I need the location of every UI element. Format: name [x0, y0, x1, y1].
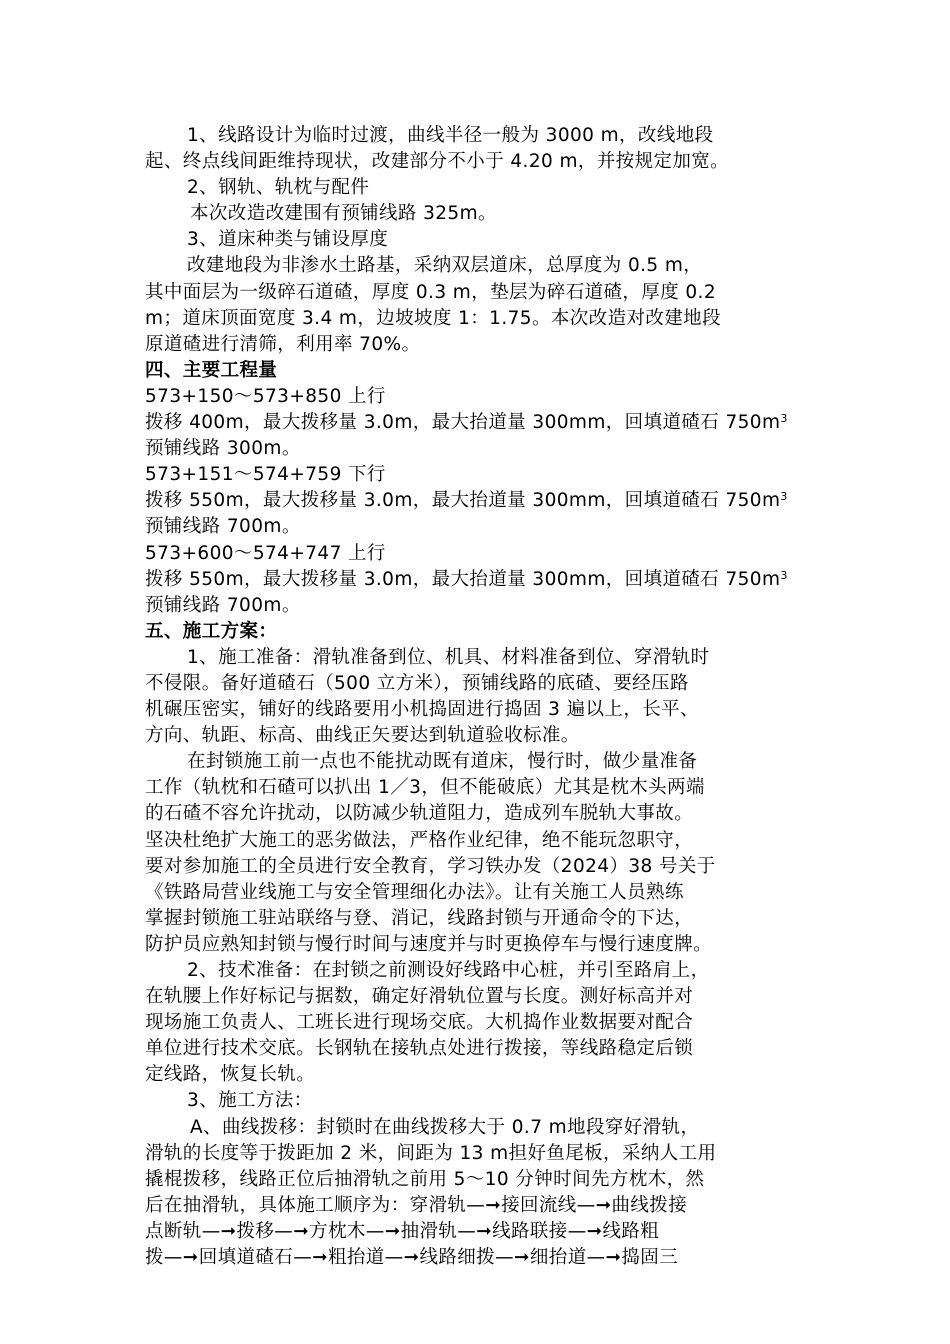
paragraph-line: 其中面层为一级碎石道碴，厚度 0.3 m，垫层为碎石道碴，厚度 0.2 [145, 281, 717, 303]
paragraph-line: 掌握封锁施工驻站联络与登、消记，线路封锁与开通命令的下达， [145, 907, 694, 929]
quantity-line [145, 488, 825, 514]
paragraph-line: 撬棍拨移，线路正位后抽滑轨之前用 5～10 分钟时间先方枕木，然 [145, 1168, 705, 1190]
paragraph-line: 预铺线路 700m。 [145, 594, 301, 616]
paragraph-line: 拨—➞回填道碴石—➞粗抬道—➞线路细拨—➞细抬道—➞捣固三 [145, 1247, 679, 1269]
mileage-range: 573+150～573+850 上行 [145, 385, 386, 407]
paragraph-line: 1、施工准备：滑轨准备到位、机具、材料准备到位、穿滑轨时 [187, 646, 710, 668]
subheading: 3、施工方法： [187, 1090, 313, 1112]
paragraph-line: 定线路，恢复长轨。 [145, 1064, 316, 1086]
paragraph-line: 的石碴不容允许扰动，以防减少轨道阻力，造成列车脱轨大事故。 [145, 803, 694, 825]
paragraph-line: 机碾压密实，铺好的线路要用小机捣固进行捣固 3 遍以上，长平、 [145, 699, 699, 721]
paragraph-line: 预铺线路 300m。 [145, 438, 301, 460]
paragraph-line: 原道碴进行清筛，利用率 70%。 [145, 333, 421, 355]
paragraph-line: 预铺线路 700m。 [145, 516, 301, 538]
subheading: 3、道床种类与铺设厚度 [187, 229, 389, 251]
paragraph-line: 现场施工负责人、工班长进行现场交底。大机捣作业数据要对配合 [145, 1012, 694, 1034]
quantity-line [145, 567, 825, 593]
unit-superscript: 3 [780, 568, 788, 582]
paragraph-line: 在轨腰上作好标记与据数，确定好滑轨位置与长度。测好标高并对 [145, 986, 694, 1008]
subheading: 2、钢轨、轨枕与配件 [187, 177, 370, 199]
mileage-range: 573+600～574+747 上行 [145, 542, 386, 564]
paragraph-line: 1、线路设计为临时过渡，曲线半径一般为 3000 m，改线地段 [187, 125, 714, 146]
paragraph-line: 点断轨—➞拨移—➞方枕木—➞抽滑轨—➞线路联接—➞线路粗 [145, 1220, 660, 1242]
quantity-text: 拨移 400m，最大拨移量 3.0m，最大抬道量 300mm，回填道碴石 750m [145, 412, 781, 434]
paragraph-line: 不侵限。备好道碴石（500 立方米），预铺线路的底碴、要经压路 [145, 672, 689, 694]
paragraph-line: 防护员应熟知封锁与慢行时间与速度并与时更换停车与慢行速度牌。 [145, 933, 713, 955]
quantity-line [145, 410, 825, 436]
paragraph-line: 滑轨的长度等于拨距加 2 米，间距为 13 m担好鱼尾板，采纳人工用 [145, 1142, 717, 1164]
paragraph-line: 《铁路局营业线施工与安全管理细化办法》。让有关施工人员熟练 [145, 881, 684, 903]
unit-superscript: 3 [780, 412, 788, 426]
section-heading: 五、施工方案： [145, 620, 278, 642]
paragraph-line: 单位进行技术交底。长钢轨在接轨点处进行拨接，等线路稳定后锁 [145, 1038, 694, 1060]
document-body [145, 123, 825, 1271]
paragraph-line: m；道床顶面宽度 3.4 m，边坡坡度 1：1.75。本次改造对改建地段 [145, 307, 721, 329]
paragraph-line: 方向、轨距、标高、曲线正矢要达到轨道验收标准。 [145, 725, 580, 747]
paragraph-line: 坚决杜绝扩大施工的恶劣做法，严格作业纪律，绝不能玩忽职守， [145, 829, 694, 851]
paragraph-line: 工作（轨枕和石碴可以扒出 1／3，但不能破底）尤其是枕木头两端 [145, 777, 705, 799]
quantity-text: 拨移 550m，最大拨移量 3.0m，最大抬道量 300mm，回填道碴石 750m [145, 490, 781, 512]
quantity-text: 拨移 550m，最大拨移量 3.0m，最大抬道量 300mm，回填道碴石 750m [145, 568, 781, 590]
paragraph-line: 后在抽滑轨，具体施工顺序为：穿滑轨—➞接回流线—➞曲线拨接 [145, 1194, 688, 1216]
paragraph-line: 2、技术准备：在封锁之前测设好线路中心桩，并引至路肩上， [187, 960, 710, 981]
paragraph-line: 起、终点线间距维持现状，改建部分不小于 4.20 m，并按规定加宽。 [145, 151, 730, 173]
mileage-range: 573+151～574+759 下行 [145, 464, 386, 486]
paragraph-line: 改建地段为非渗水土路基，采纳双层道床，总厚度为 0.5 m， [187, 255, 703, 277]
paragraph-line: A、曲线拨移：封锁时在曲线拨移大于 0.7 m地段穿好滑轨， [190, 1116, 700, 1138]
paragraph-line: 本次改造改建围有预铺线路 325m。 [190, 203, 497, 225]
section-heading: 四、主要工程量 [145, 359, 278, 381]
unit-superscript: 3 [780, 490, 788, 504]
paragraph-line: 要对参加施工的全员进行安全教育，学习铁办发（2024）38 号关于 [145, 855, 716, 877]
paragraph-line: 在封锁施工前一点也不能扰动既有道床，慢行时，做少量准备 [187, 751, 698, 773]
